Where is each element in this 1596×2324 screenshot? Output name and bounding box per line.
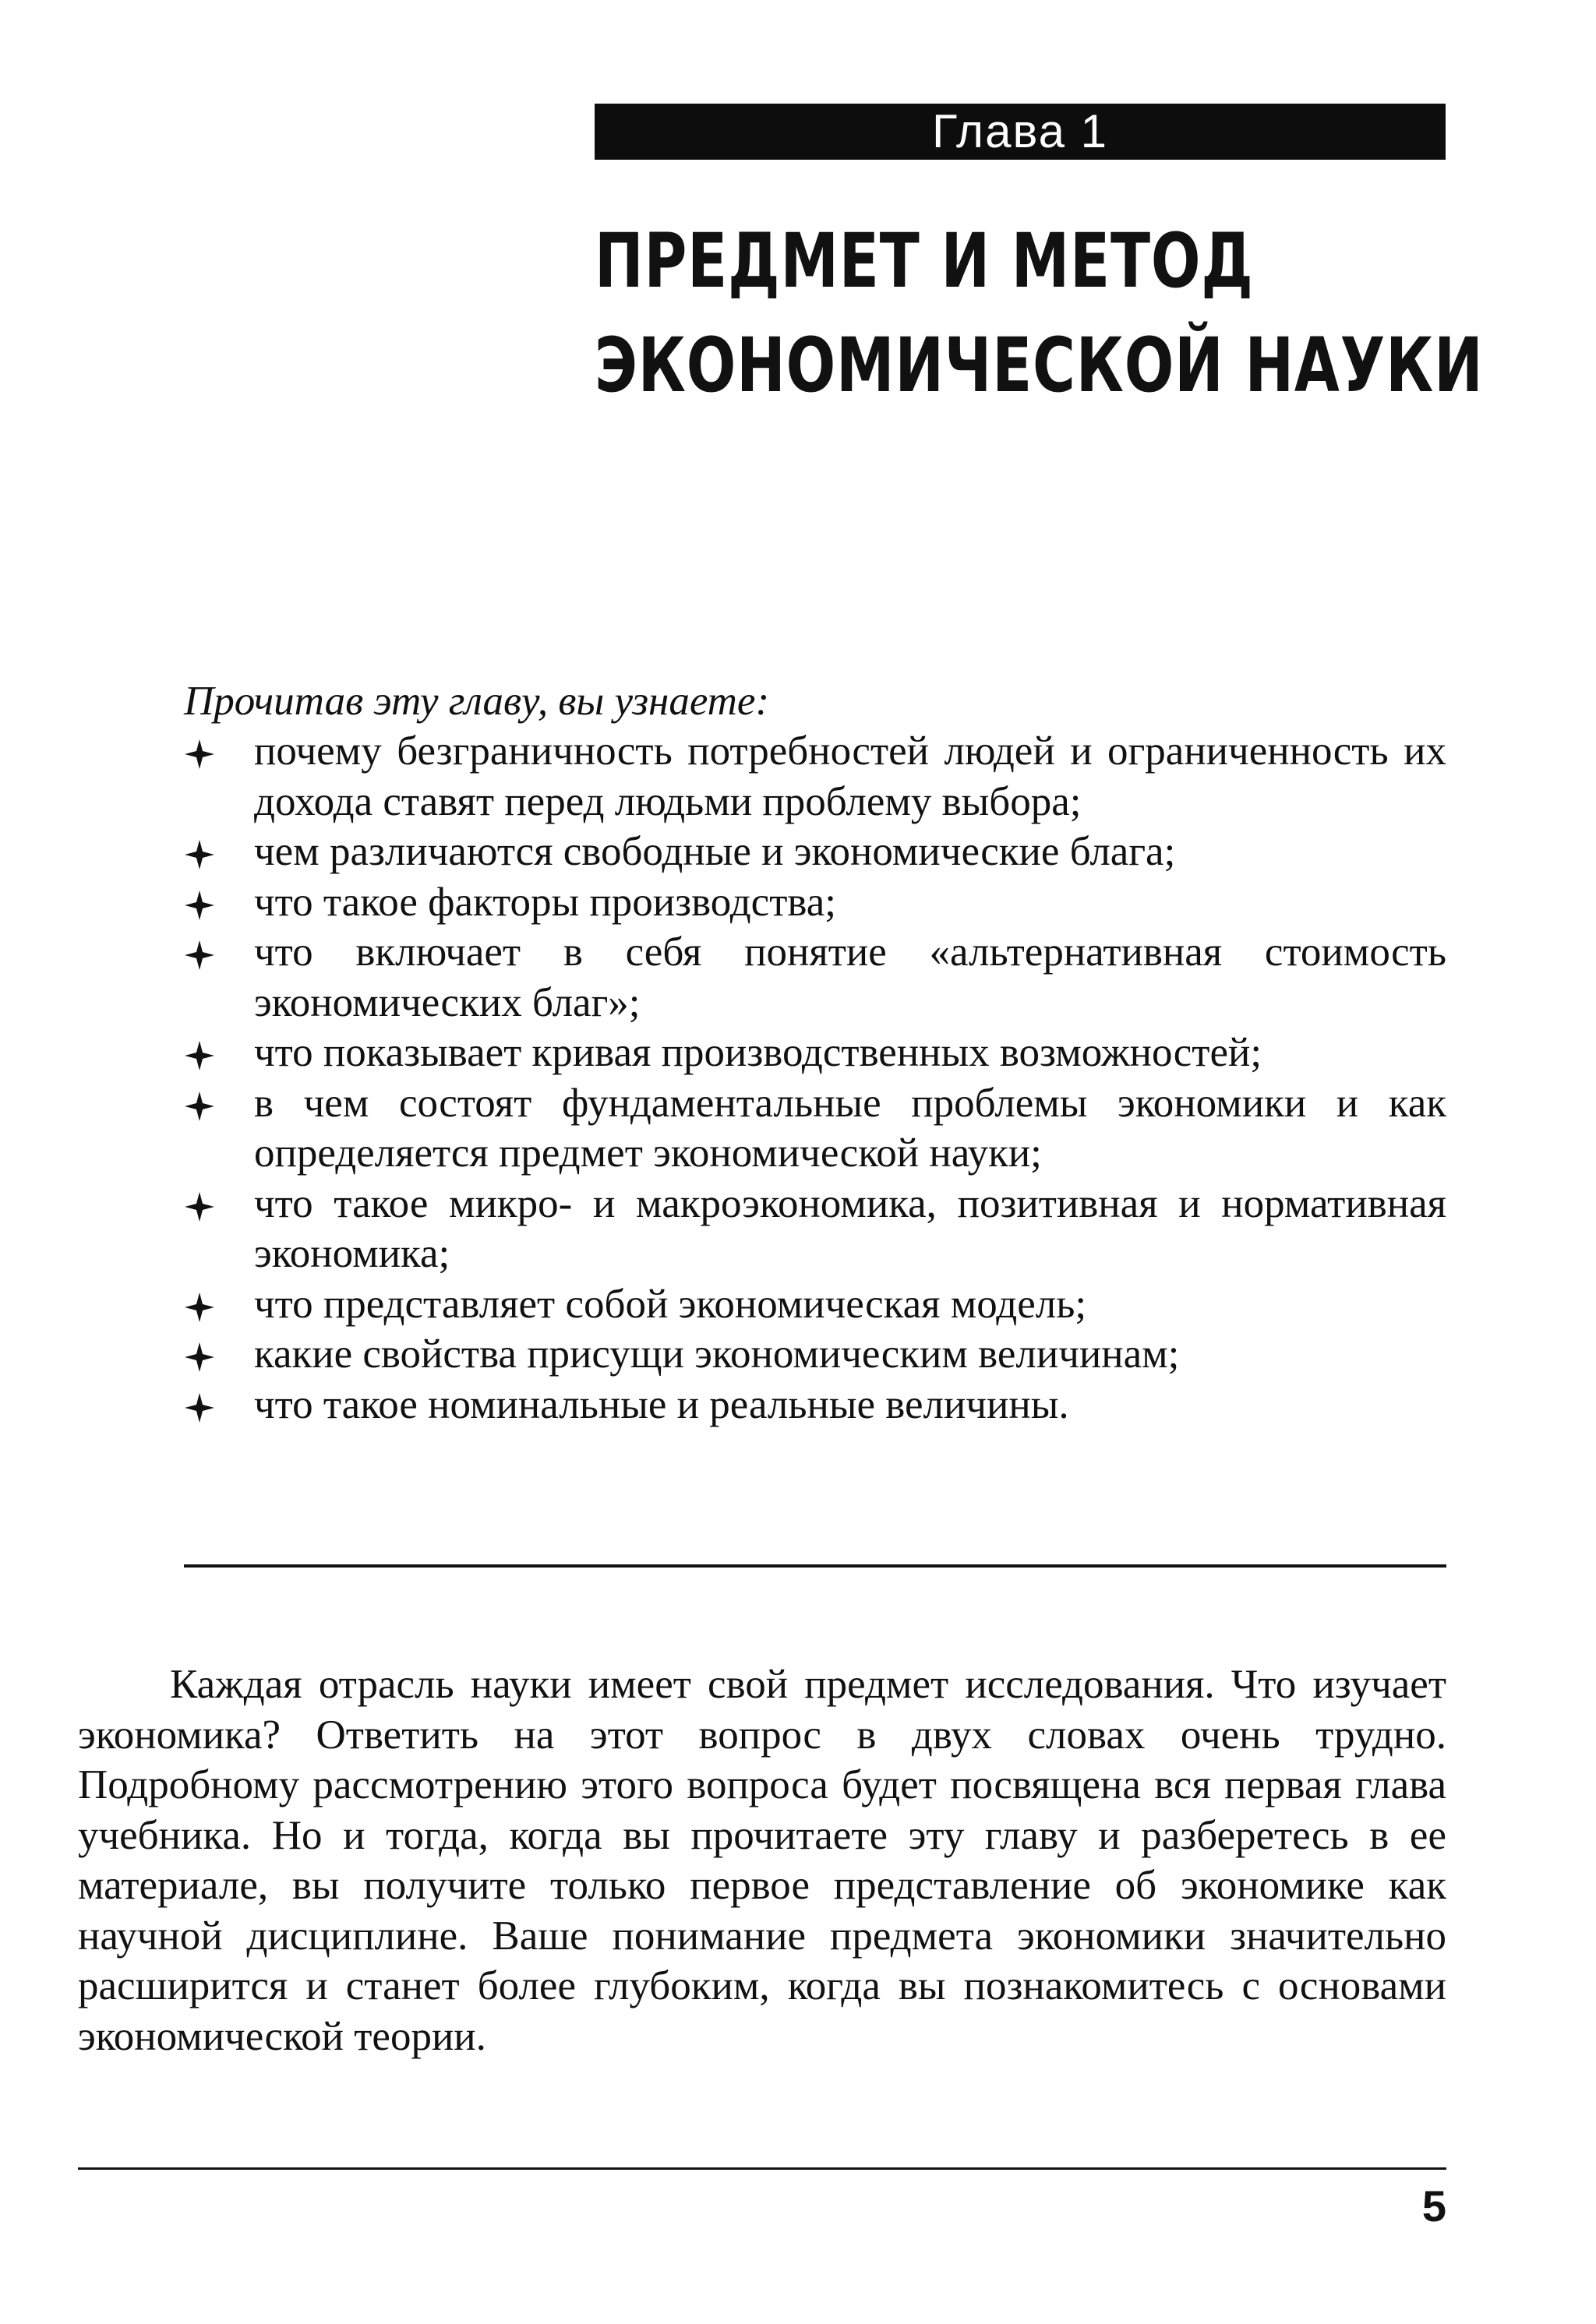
learning-goal-text: в чем состоят фундаментальные проблемы экономики и как определяется предмет экономической науки;	[254, 1080, 1446, 1176]
four-point-star-icon	[184, 1342, 215, 1373]
chapter-title-line-1: ПРЕДМЕТ И МЕТОД	[595, 217, 1254, 305]
chapter-label: Глава 1	[595, 104, 1446, 160]
learning-goal-item	[184, 877, 1446, 928]
chapter-title	[595, 209, 1484, 418]
learning-goal-item	[184, 1279, 1446, 1330]
section-divider	[184, 1564, 1446, 1568]
learning-goal-text: что показывает кривая производственных возможностей;	[254, 1030, 1262, 1075]
learning-goals-list	[184, 726, 1446, 1430]
learning-goal-item	[184, 1028, 1446, 1078]
footer-divider	[78, 2167, 1446, 2170]
four-point-star-icon	[184, 1392, 215, 1423]
learning-goal-text: что такое факторы производства;	[254, 879, 836, 925]
learning-goal-text: что представляет собой экономическая модель;	[254, 1281, 1087, 1327]
chapter-title-line-2: ЭКОНОМИЧЕСКОЙ НАУКИ	[595, 322, 1484, 409]
four-point-star-icon	[184, 890, 215, 921]
body-paragraph: Каждая отрасль науки имеет свой предмет исследования. Что изучает экономика? Ответить на этот вопрос в двух словах очень трудно. Подробному рассмотрению этого вопроса будет посвящена вся первая глава учебника. Но и тогда, когда вы прочитаете эту главу и разберетесь в ее материале, вы получите только первое представление об экономике как научной дисциплине. Ваше понимание предмета экономики значительно расширится и станет более глубоким, когда вы познакомитесь с основами экономической теории.	[78, 1662, 1446, 2059]
learning-goal-text: чем различаются свободные и экономические блага;	[254, 829, 1176, 874]
learning-goal-text: что такое номинальные и реальные величины.	[254, 1381, 1069, 1427]
four-point-star-icon	[184, 1292, 215, 1323]
page-number: 5	[1421, 2181, 1446, 2231]
four-point-star-icon	[184, 739, 215, 770]
learning-goals-intro: Прочитав эту главу, вы узнаете:	[184, 679, 770, 724]
learning-goal-item	[184, 827, 1446, 877]
learning-goal-item	[184, 1179, 1446, 1279]
learning-goal-item	[184, 1380, 1446, 1430]
learning-goal-item	[184, 1329, 1446, 1380]
learning-goal-item	[184, 1078, 1446, 1179]
four-point-star-icon	[184, 940, 215, 971]
learning-goal-text: что включает в себя понятие «альтернативная стоимость экономических благ»;	[254, 929, 1446, 1025]
four-point-star-icon	[184, 1040, 215, 1071]
four-point-star-icon	[184, 1091, 215, 1122]
learning-goal-item	[184, 927, 1446, 1028]
learning-goal-text: почему безграничность потребностей людей и ограниченность их дохода ставят перед людьми проблему выбора;	[254, 728, 1446, 824]
learning-goal-text: какие свойства присущи экономическим величинам;	[254, 1331, 1180, 1377]
four-point-star-icon	[184, 1191, 215, 1222]
four-point-star-icon	[184, 839, 215, 870]
learning-goal-item	[184, 726, 1446, 827]
learning-goal-text: что такое микро- и макроэкономика, позитивная и нормативная экономика;	[254, 1180, 1446, 1276]
